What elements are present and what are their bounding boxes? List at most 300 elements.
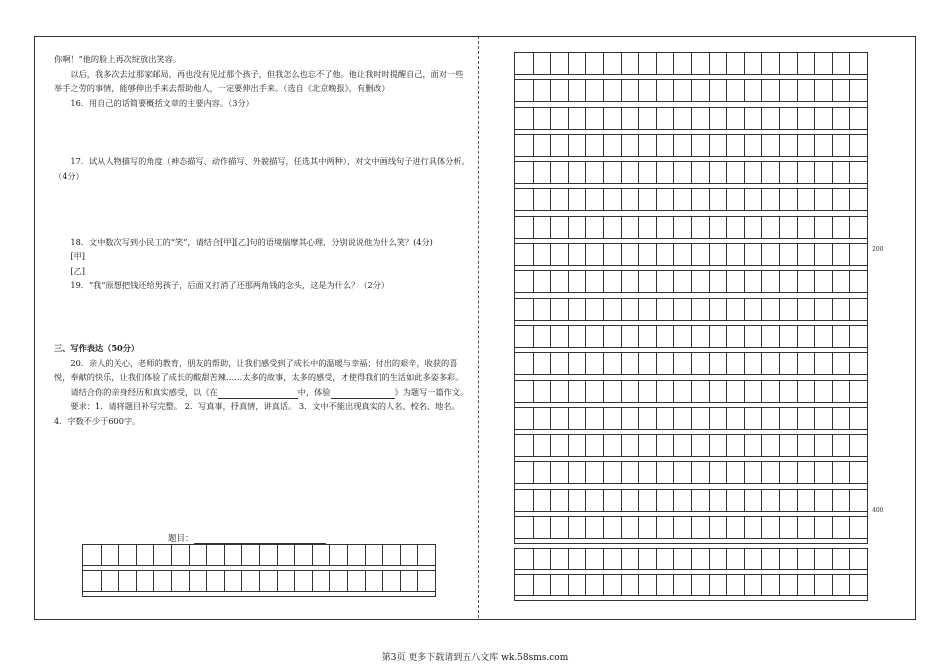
grid-cell[interactable] [849,381,867,402]
grid-cell[interactable] [603,162,621,183]
grid-cell[interactable] [849,135,867,156]
grid-cell[interactable] [709,462,727,483]
grid-cell[interactable] [515,162,533,183]
grid-cell[interactable] [709,575,727,595]
grid-cell[interactable] [515,575,533,595]
grid-cell[interactable] [568,135,586,156]
grid-cell[interactable] [726,549,744,569]
grid-cell[interactable] [603,271,621,292]
grid-cell[interactable] [691,135,709,156]
grid-cell[interactable] [621,189,639,210]
grid-cell[interactable] [761,271,779,292]
grid-cell[interactable] [550,575,568,595]
grid-cell[interactable] [533,381,551,402]
grid-cell[interactable] [603,549,621,569]
grid-cell[interactable] [400,571,418,591]
grid-cell[interactable] [621,462,639,483]
grid-cell[interactable] [779,549,797,569]
grid-cell[interactable] [550,353,568,374]
grid-cell[interactable] [400,545,418,565]
grid-cell[interactable] [533,517,551,538]
grid-cell[interactable] [691,162,709,183]
grid-cell[interactable] [224,545,242,565]
grid-cell[interactable] [814,517,832,538]
grid-cell[interactable] [603,244,621,265]
grid-cell[interactable] [568,326,586,347]
grid-cell[interactable] [568,381,586,402]
grid-cell[interactable] [814,53,832,74]
grid-cell[interactable] [568,162,586,183]
grid-cell[interactable] [656,517,674,538]
grid-cell[interactable] [761,575,779,595]
grid-cell[interactable] [621,271,639,292]
grid-cell[interactable] [656,490,674,511]
grid-cell[interactable] [744,53,762,74]
grid-cell[interactable] [761,462,779,483]
grid-cell[interactable] [533,353,551,374]
grid-cell[interactable] [814,462,832,483]
grid-cell[interactable] [744,299,762,320]
grid-cell[interactable] [744,326,762,347]
grid-cell[interactable] [656,353,674,374]
grid-cell[interactable] [515,517,533,538]
grid-cell[interactable] [568,462,586,483]
grid-cell[interactable] [779,353,797,374]
grid-cell[interactable] [515,80,533,101]
grid-cell[interactable] [744,381,762,402]
grid-cell[interactable] [673,549,691,569]
grid-cell[interactable] [585,408,603,429]
grid-cell[interactable] [709,162,727,183]
grid-cell[interactable] [797,435,815,456]
grid-cell[interactable] [638,435,656,456]
grid-cell[interactable] [726,108,744,129]
grid-cell[interactable] [744,575,762,595]
grid-cell[interactable] [726,408,744,429]
grid-cell[interactable] [673,575,691,595]
grid-cell[interactable] [568,299,586,320]
grid-cell[interactable] [797,299,815,320]
grid-cell[interactable] [171,545,189,565]
grid-cell[interactable] [417,545,435,565]
grid-cell[interactable] [761,217,779,238]
grid-cell[interactable] [691,80,709,101]
grid-cell[interactable] [656,549,674,569]
grid-cell[interactable] [515,299,533,320]
grid-cell[interactable] [585,189,603,210]
grid-cell[interactable] [797,53,815,74]
grid-cell[interactable] [550,162,568,183]
grid-cell[interactable] [779,299,797,320]
grid-cell[interactable] [224,571,242,591]
grid-cell[interactable] [533,408,551,429]
grid-cell[interactable] [638,189,656,210]
grid-cell[interactable] [153,571,171,591]
grid-cell[interactable] [550,326,568,347]
grid-cell[interactable] [347,571,365,591]
grid-cell[interactable] [797,189,815,210]
grid-cell[interactable] [621,353,639,374]
grid-cell[interactable] [761,135,779,156]
grid-cell[interactable] [603,326,621,347]
grid-cell[interactable] [621,517,639,538]
grid-cell[interactable] [515,108,533,129]
grid-cell[interactable] [744,490,762,511]
grid-cell[interactable] [761,108,779,129]
grid-cell[interactable] [797,326,815,347]
grid-cell[interactable] [656,326,674,347]
grid-cell[interactable] [849,575,867,595]
grid-cell[interactable] [709,408,727,429]
grid-cell[interactable] [621,408,639,429]
grid-cell[interactable] [656,189,674,210]
grid-cell[interactable] [709,108,727,129]
grid-cell[interactable] [814,353,832,374]
grid-cell[interactable] [550,408,568,429]
grid-cell[interactable] [515,435,533,456]
prompt-blank-2[interactable] [331,389,395,399]
grid-cell[interactable] [621,80,639,101]
grid-cell[interactable] [832,299,850,320]
grid-cell[interactable] [726,575,744,595]
grid-cell[interactable] [550,271,568,292]
grid-cell[interactable] [849,189,867,210]
grid-cell[interactable] [832,135,850,156]
grid-cell[interactable] [673,435,691,456]
grid-cell[interactable] [638,299,656,320]
grid-cell[interactable] [638,517,656,538]
grid-cell[interactable] [550,108,568,129]
grid-cell[interactable] [709,435,727,456]
grid-cell[interactable] [726,517,744,538]
grid-cell[interactable] [568,575,586,595]
grid-cell[interactable] [638,575,656,595]
grid-cell[interactable] [329,545,347,565]
grid-cell[interactable] [603,135,621,156]
grid-cell[interactable] [621,575,639,595]
grid-cell[interactable] [691,189,709,210]
grid-cell[interactable] [673,135,691,156]
grid-cell[interactable] [550,244,568,265]
grid-cell[interactable] [603,435,621,456]
grid-cell[interactable] [603,462,621,483]
grid-cell[interactable] [585,244,603,265]
grid-cell[interactable] [779,408,797,429]
grid-cell[interactable] [726,53,744,74]
grid-cell[interactable] [533,326,551,347]
grid-cell[interactable] [761,517,779,538]
grid-cell[interactable] [621,381,639,402]
grid-cell[interactable] [259,571,277,591]
grid-cell[interactable] [656,435,674,456]
grid-cell[interactable] [585,326,603,347]
grid-cell[interactable] [832,189,850,210]
grid-cell[interactable] [744,462,762,483]
grid-cell[interactable] [656,108,674,129]
grid-cell[interactable] [832,244,850,265]
grid-cell[interactable] [603,353,621,374]
grid-cell[interactable] [83,545,101,565]
grid-cell[interactable] [797,217,815,238]
grid-cell[interactable] [206,571,224,591]
grid-cell[interactable] [241,571,259,591]
grid-cell[interactable] [515,189,533,210]
grid-cell[interactable] [849,490,867,511]
grid-cell[interactable] [585,435,603,456]
grid-cell[interactable] [761,189,779,210]
grid-cell[interactable] [779,490,797,511]
grid-cell[interactable] [621,326,639,347]
grid-cell[interactable] [691,435,709,456]
grid-cell[interactable] [779,53,797,74]
grid-cell[interactable] [621,244,639,265]
grid-cell[interactable] [533,299,551,320]
grid-cell[interactable] [691,462,709,483]
grid-cell[interactable] [814,326,832,347]
grid-cell[interactable] [797,162,815,183]
grid-cell[interactable] [709,490,727,511]
grid-cell[interactable] [709,80,727,101]
grid-cell[interactable] [515,244,533,265]
grid-cell[interactable] [691,299,709,320]
grid-cell[interactable] [849,271,867,292]
grid-cell[interactable] [726,135,744,156]
grid-cell[interactable] [515,217,533,238]
grid-cell[interactable] [814,490,832,511]
grid-cell[interactable] [533,189,551,210]
grid-cell[interactable] [533,217,551,238]
grid-cell[interactable] [761,326,779,347]
grid-cell[interactable] [709,353,727,374]
grid-cell[interactable] [550,490,568,511]
grid-cell[interactable] [832,490,850,511]
grid-cell[interactable] [849,244,867,265]
grid-cell[interactable] [533,244,551,265]
grid-cell[interactable] [797,135,815,156]
grid-cell[interactable] [568,108,586,129]
grid-cell[interactable] [761,299,779,320]
grid-cell[interactable] [849,299,867,320]
grid-cell[interactable] [779,108,797,129]
grid-cell[interactable] [673,162,691,183]
grid-cell[interactable] [656,53,674,74]
grid-cell[interactable] [568,490,586,511]
grid-cell[interactable] [656,217,674,238]
grid-cell[interactable] [797,490,815,511]
grid-cell[interactable] [638,271,656,292]
grid-cell[interactable] [849,162,867,183]
grid-cell[interactable] [691,271,709,292]
grid-cell[interactable] [814,162,832,183]
grid-cell[interactable] [638,162,656,183]
grid-cell[interactable] [691,53,709,74]
answer-space-19[interactable] [54,293,470,341]
grid-cell[interactable] [832,326,850,347]
grid-cell[interactable] [673,299,691,320]
grid-cell[interactable] [585,135,603,156]
grid-cell[interactable] [550,517,568,538]
grid-cell[interactable] [638,549,656,569]
grid-cell[interactable] [832,462,850,483]
essay-grid-left[interactable] [82,544,436,597]
grid-cell[interactable] [136,545,154,565]
grid-cell[interactable] [585,381,603,402]
grid-cell[interactable] [761,549,779,569]
grid-cell[interactable] [515,490,533,511]
grid-cell[interactable] [709,271,727,292]
grid-cell[interactable] [259,545,277,565]
grid-cell[interactable] [691,575,709,595]
grid-cell[interactable] [726,244,744,265]
grid-cell[interactable] [779,80,797,101]
grid-cell[interactable] [656,299,674,320]
grid-cell[interactable] [118,545,136,565]
grid-cell[interactable] [673,353,691,374]
grid-cell[interactable] [550,299,568,320]
grid-cell[interactable] [568,244,586,265]
grid-cell[interactable] [638,408,656,429]
grid-cell[interactable] [814,435,832,456]
grid-cell[interactable] [621,53,639,74]
grid-cell[interactable] [585,299,603,320]
grid-cell[interactable] [603,299,621,320]
grid-cell[interactable] [779,575,797,595]
grid-cell[interactable] [673,108,691,129]
grid-cell[interactable] [329,571,347,591]
grid-cell[interactable] [638,353,656,374]
grid-cell[interactable] [673,408,691,429]
grid-cell[interactable] [761,53,779,74]
grid-cell[interactable] [709,217,727,238]
grid-cell[interactable] [533,108,551,129]
grid-cell[interactable] [761,80,779,101]
grid-cell[interactable] [832,353,850,374]
grid-cell[interactable] [673,381,691,402]
grid-cell[interactable] [515,53,533,74]
grid-cell[interactable] [585,462,603,483]
grid-cell[interactable] [673,53,691,74]
grid-cell[interactable] [347,545,365,565]
grid-cell[interactable] [726,189,744,210]
grid-cell[interactable] [550,462,568,483]
grid-cell[interactable] [814,189,832,210]
grid-cell[interactable] [550,189,568,210]
grid-cell[interactable] [814,549,832,569]
grid-cell[interactable] [744,244,762,265]
grid-cell[interactable] [603,108,621,129]
grid-cell[interactable] [585,80,603,101]
grid-cell[interactable] [744,435,762,456]
grid-cell[interactable] [779,462,797,483]
grid-cell[interactable] [673,217,691,238]
grid-cell[interactable] [673,271,691,292]
grid-cell[interactable] [638,381,656,402]
grid-cell[interactable] [691,517,709,538]
grid-cell[interactable] [849,517,867,538]
grid-cell[interactable] [585,549,603,569]
grid-cell[interactable] [189,571,207,591]
grid-cell[interactable] [797,408,815,429]
grid-cell[interactable] [744,353,762,374]
grid-cell[interactable] [568,408,586,429]
grid-cell[interactable] [849,326,867,347]
grid-cell[interactable] [797,353,815,374]
grid-cell[interactable] [568,53,586,74]
grid-cell[interactable] [849,435,867,456]
grid-cell[interactable] [621,108,639,129]
grid-cell[interactable] [814,135,832,156]
grid-cell[interactable] [832,217,850,238]
grid-cell[interactable] [814,244,832,265]
grid-cell[interactable] [726,271,744,292]
grid-cell[interactable] [709,189,727,210]
grid-cell[interactable] [656,381,674,402]
grid-cell[interactable] [621,549,639,569]
grid-cell[interactable] [814,408,832,429]
grid-cell[interactable] [603,189,621,210]
grid-cell[interactable] [779,135,797,156]
grid-cell[interactable] [709,53,727,74]
grid-cell[interactable] [603,80,621,101]
grid-cell[interactable] [533,462,551,483]
grid-cell[interactable] [638,462,656,483]
grid-cell[interactable] [691,326,709,347]
grid-cell[interactable] [691,353,709,374]
essay-title-input[interactable] [194,534,326,544]
grid-cell[interactable] [673,462,691,483]
grid-cell[interactable] [550,135,568,156]
grid-cell[interactable] [814,108,832,129]
grid-cell[interactable] [849,108,867,129]
grid-cell[interactable] [726,326,744,347]
grid-cell[interactable] [709,517,727,538]
grid-cell[interactable] [568,80,586,101]
grid-cell[interactable] [603,381,621,402]
grid-cell[interactable] [779,435,797,456]
grid-cell[interactable] [533,162,551,183]
grid-cell[interactable] [691,217,709,238]
grid-cell[interactable] [656,462,674,483]
grid-cell[interactable] [797,575,815,595]
grid-cell[interactable] [550,53,568,74]
grid-cell[interactable] [621,490,639,511]
grid-cell[interactable] [832,408,850,429]
grid-cell[interactable] [241,545,259,565]
grid-cell[interactable] [656,244,674,265]
grid-cell[interactable] [709,299,727,320]
grid-cell[interactable] [621,217,639,238]
grid-cell[interactable] [515,549,533,569]
grid-cell[interactable] [550,80,568,101]
grid-cell[interactable] [726,353,744,374]
grid-cell[interactable] [709,135,727,156]
grid-cell[interactable] [849,462,867,483]
grid-cell[interactable] [726,435,744,456]
grid-cell[interactable] [365,545,383,565]
grid-cell[interactable] [779,271,797,292]
grid-cell[interactable] [744,80,762,101]
grid-cell[interactable] [638,80,656,101]
grid-cell[interactable] [585,353,603,374]
grid-cell[interactable] [533,549,551,569]
grid-cell[interactable] [533,435,551,456]
answer-space-17[interactable] [54,184,470,235]
grid-cell[interactable] [603,575,621,595]
grid-cell[interactable] [744,162,762,183]
grid-cell[interactable] [691,244,709,265]
grid-cell[interactable] [726,462,744,483]
grid-cell[interactable] [568,353,586,374]
